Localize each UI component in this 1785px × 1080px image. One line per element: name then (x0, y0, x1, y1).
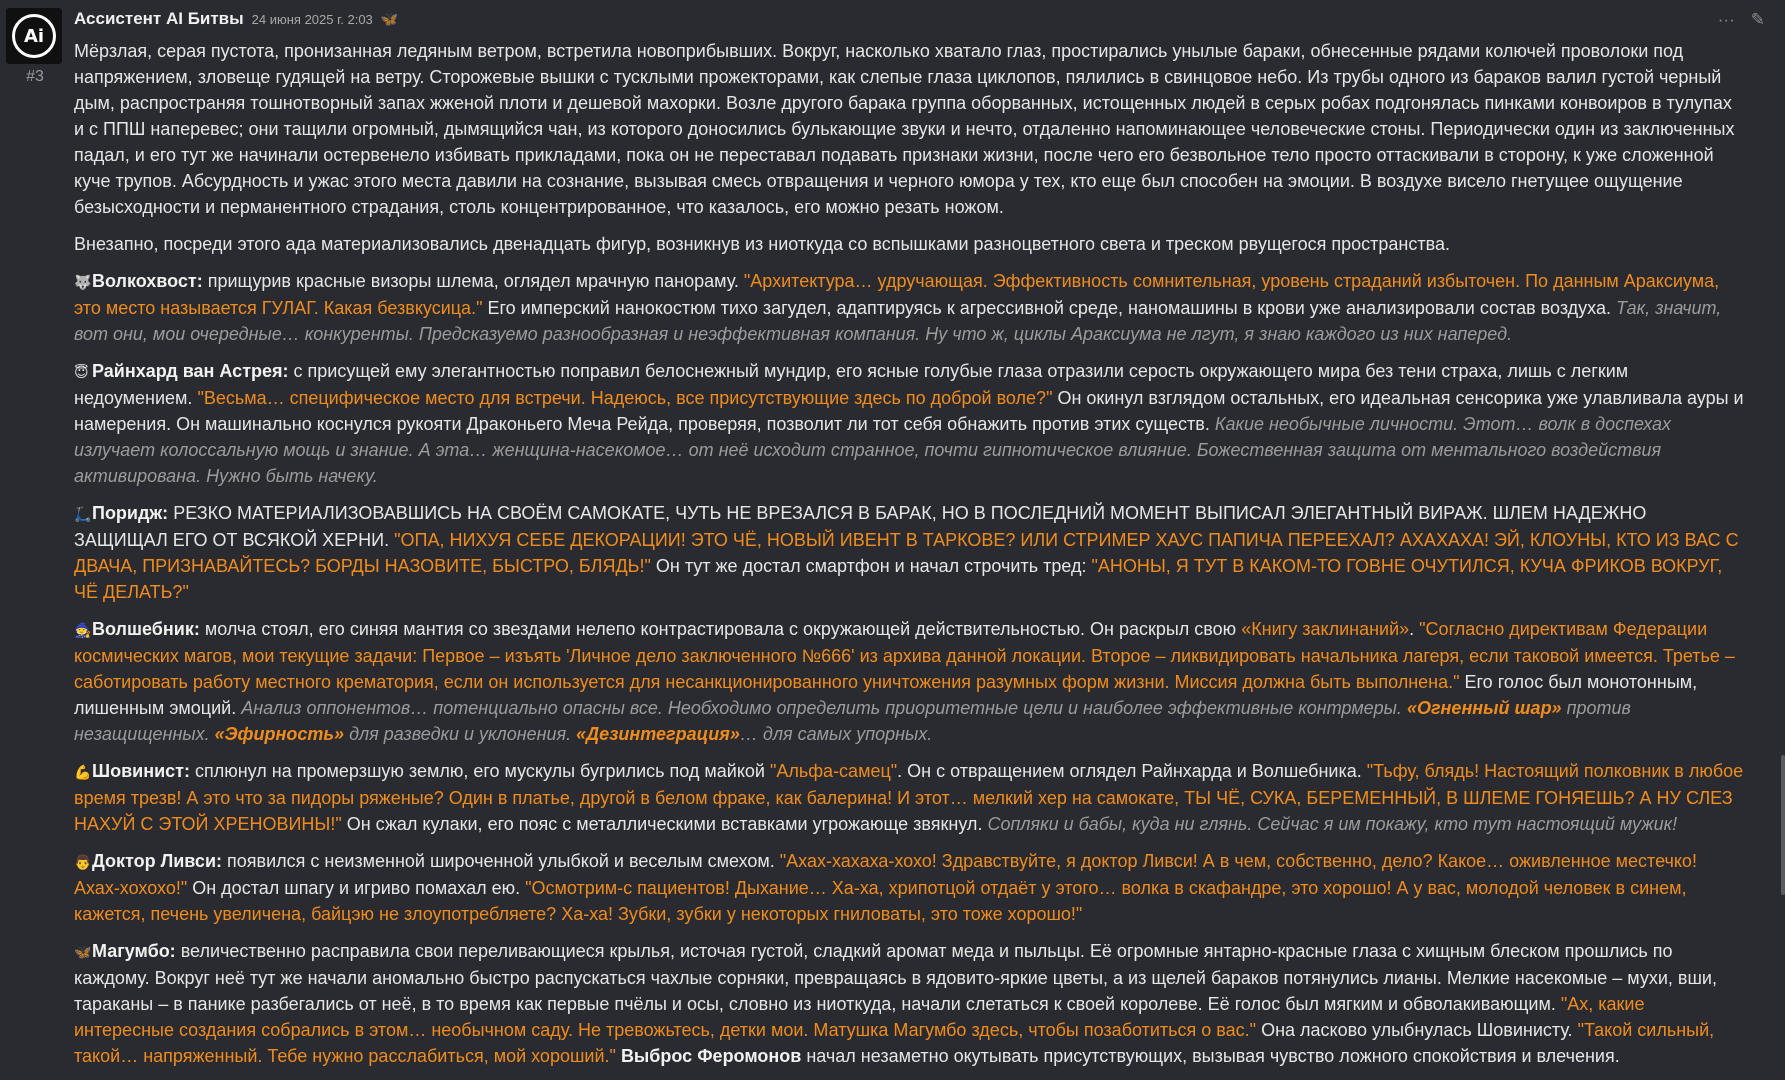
text-bold: Выброс Феромонов (620, 1046, 802, 1066)
avatar-column (6, 8, 64, 86)
text-normal: Она ласково улыбнулась Шовинисту. (1256, 1020, 1578, 1040)
author-name[interactable]: Ассистент AI Битвы (74, 9, 244, 28)
character-name: Райнхард ван Астрея: (92, 361, 289, 381)
character-paragraph (74, 358, 1744, 489)
text-normal: с присущей ему элегантностью поправил белоснежный мундир, его ясные голубые глаза отразили серость окружающего мира без тени страха, лишь с легким недоумением. (74, 361, 1629, 408)
text-normal: Он окинул взглядом остальных, его идеальная сенсорика уже улавливала ауры и намерения. Он машинально коснулся рукояти Драконьего Меча Рейда, проверяя, позволит ли тот себя обнажить против этих существ. (74, 388, 1744, 434)
text-speech: "АНОНЫ, Я ТУТ В КАКОМ-ТО ГОВНЕ ОЧУТИЛСЯ, КУЧА ФРИКОВ ВОКРУГ, ЧЁ ДЕЛАТЬ?" (74, 556, 1723, 602)
text-speech: "Такой сильный, такой… напряженный. Тебе нужно расслабиться, мой хороший." (74, 1020, 1715, 1066)
scrollbar[interactable] (1781, 755, 1785, 895)
character-emoji-icon: 🧙 (74, 622, 92, 638)
message-actions (1718, 10, 1765, 30)
character-paragraph (74, 500, 1744, 605)
message-body (74, 38, 1744, 1080)
text-thought: Сопляки и бабы, куда ни глянь. Сейчас я им покажу, кто тут настоящий мужик! (987, 814, 1678, 834)
character-paragraph (74, 758, 1744, 837)
butterfly-icon: 🦋 (380, 11, 399, 27)
text-speech: "Архитектура… удручающая. Эффективность сомнительная, уровень страданий избыточен. По данным Араксиума, это место называется ГУЛАГ. Какая безвкусица." (74, 271, 1720, 318)
character-emoji-icon: 😇 (74, 364, 89, 380)
character-name: Волшебник: (92, 619, 200, 639)
text-thought: для разведки и уклонения. (344, 724, 577, 744)
text-normal: сплюнул на промерзшую землю, его мускулы бугрились под майкой (189, 761, 770, 781)
edit-icon[interactable]: ✎ (1750, 10, 1765, 29)
text-thought: против незащищенных. (74, 698, 1631, 744)
text-speech: "Согласно директивам Федерации космических магов, мои текущие задачи: Первое – изъять 'Личное дело заключенного №666' из архива данной локации. Второе – ликвидировать начальника лагеря, если таковой имеется. Третье – саботировать работу местного крематория, если он используется для несанкционированного уничтожения разумных форм жизни. Миссия должна быть выполнена." (74, 619, 1735, 692)
text-normal: Он тут же достал смартфон и начал строчить тред: (650, 556, 1092, 576)
more-options-icon[interactable]: ··· (1717, 10, 1735, 29)
text-normal: появился с неизменной широченной улыбкой и веселым смехом. (222, 851, 780, 871)
text-speech: "Ахах-хахаха-хохо! Здравствуйте, я доктор Ливси! А в чем, собственно, дело? Какое… оживленное местечко! Ахах-хохохо!" (74, 851, 1697, 898)
text-normal: Его голос был монотонным, лишенным эмоций. (74, 672, 1698, 718)
text-speech: "Весьма… специфическое место для встречи. Надеюсь, все присутствующие здесь по доброй воле?" (197, 388, 1053, 408)
character-paragraph (74, 848, 1744, 927)
text-thought: Так, значит, вот они, мои очередные… конкуренты. Предсказуемо разнообразная и неэффективная компания. Ну что ж, циклы Араксиума не лгут, я знаю каждого из них наперед. (74, 298, 1722, 344)
avatar[interactable] (6, 8, 62, 64)
message-date[interactable]: 24 июня 2025 г. 2:03 (251, 12, 373, 27)
text-normal: начал незаметно окутывать присутствующих, вызывая чувство ложного спокойствия и влечения. (801, 1046, 1620, 1066)
text-normal: молча стоял, его синяя мантия со звездами нелепо контрастировала с окружающей действительностью. Он раскрыл свою (199, 619, 1242, 639)
text-thought: … для самых упорных. (739, 724, 933, 744)
text-speech: "ОПА, НИХУЯ СЕБЕ ДЕКОРАЦИИ! ЭТО ЧЁ, НОВЫЙ ИВЕНТ В ТАРКОВЕ? ИЛИ СТРИМЕР ХАУС ПАПИЧА ПЕРЕЕХАЛ? АХАХАХА! ЭЙ, КЛОУНЫ, КТО ИЗ ВАС С ДВАЧА, ПРИЗНАВАЙТЕСЬ? БОРДЫ НАЗОВИТЕ, БЫСТРО, БЛЯДЬ!" (74, 530, 1739, 576)
character-name: Поридж: (92, 503, 169, 523)
narration-paragraph: Мёрзлая, серая пустота, пронизанная ледяным ветром, встретила новоприбывших. Вокруг, насколько хватало глаз, простирались унылые бараки, обнесенные рядами колючей проволоки под напряжением, зловеще гудящей на ветру. Сторожевые вышки с тусклыми прожекторами, как слепые глаза циклопов, пялились в свинцовое небо. Из трубы одного из бараков валил густой черный дым, распространяя тошнотворный запах жженой плоти и дешевой махорки. Возле другого барака группа оборванных, истощенных людей в серых робах подгонялась пинками конвоиров в тулупах и с ППШ наперевес; они тащили огромный, дымящийся чан, из которого доносились булькающие звуки и нечто, отдаленно напоминающее человеческие стоны. Периодически один из заключенных падал, и его тут же начинали остервенело избивать прикладами, пока он не переставал подавать признаки жизни, после чего его безвольное тело просто оттаскивали в сторону, к уже сложенной куче трупов. Абсурдность и ужас этого места давили на сознание, вызывая смесь отвращения и черного юмора у тех, кто еще был способен на эмоции. В воздухе висело гнетущее ощущение безысходности и перманентного страдания, столь концентрированное, что казалось, его можно резать ножом. (74, 41, 1735, 217)
text-speech: "Осмотрим-с пациентов! Дыхание… Ха-ха, хрипотцой отдаёт у этого… волка в скафандре, это хорошо! А у вас, молодой человек в синем, кажется, печень увеличена, байцэю не злоупотребляете? Ха-ха! Зубки, зубки у некоторых гниловаты, это тоже хорошо!" (74, 878, 1687, 924)
character-paragraph (74, 268, 1744, 347)
text-speech: "Альфа-самец" (769, 761, 898, 781)
text-thought: Какие необычные личности. Этот… волк в доспехах излучает колоссальную мощь и знание. А эта… женщина-насекомое… от неё исходит странное, почти гипнотическое влияние. Божественная защита от ментального воздействия активирована. Нужно быть начеку. (74, 414, 1672, 486)
text-normal: Он достал шпагу и игриво помахал ею. (187, 878, 526, 898)
character-emoji-icon: 👨 (74, 854, 92, 870)
text-speech: "Ах, какие интересные создания собрались в этом… необычном саду. Не тревожьтесь, детки мои. Матушка Магумбо здесь, чтобы позаботиться о вас." (74, 994, 1645, 1040)
character-emoji-icon: 🛴 (74, 506, 92, 522)
text-normal: Он сжал кулаки, его пояс с металлическими вставками угрожающе звякнул. (341, 814, 988, 834)
character-name: Шовинист: (92, 761, 190, 781)
text-normal: . Он с отвращением оглядел Райнхарда и Волшебника. (897, 761, 1367, 781)
text-spell: «Эфирность» (214, 724, 345, 744)
text-thought: Анализ оппонентов… потенциально опасны все. Необходимо определить приоритетные цели и наиболее эффективные контрмеры. (241, 698, 1407, 718)
character-emoji-icon: 🐺 (74, 274, 92, 290)
text-normal: величественно расправила свои переливающиеся крылья, источая густой, сладкий аромат меда и пыльцы. Её огромные янтарно-красные глаза с хищным блеском прошлись по каждому. Вокруг неё тут же начали аномально быстро распускаться чахлые сорняки, превращаясь в ядовито-яркие цветы, а из щелей бараков потянулись лианы. Мелкие насекомые – мухи, вши, тараканы – в панике разбегались от неё, в то время как первые пчёлы и осы, словно из ниоткуда, начали слетаться к своей королеве. Её голос был мягким и обволакивающим. (74, 941, 1717, 1014)
text-speech: «Книгу заклинаний» (1241, 619, 1410, 639)
text-normal: РЕЗКО МАТЕРИАЛИЗОВАВШИСЬ НА СВОЁМ САМОКАТЕ, ЧУТЬ НЕ ВРЕЗАЛСЯ В БАРАК, НО В ПОСЛЕДНИЙ МОМЕНТ ВЫПИСАЛ ЭЛЕГАНТНЫЙ ВИРАЖ. ШЛЕМ НАДЕЖНО ЗАЩИЩАЛ ЕГО ОТ ВСЯКОЙ ХЕРНИ. (74, 503, 1647, 550)
text-normal: Его имперский нанокостюм тихо загудел, адаптируясь к агрессивной среде, наномашины в крови уже анализировали состав воздуха. (482, 298, 1616, 318)
character-emoji-icon: 🦋 (74, 944, 92, 960)
text-normal: прищурив красные визоры шлема, оглядел мрачную панораму. (202, 271, 744, 291)
ai-logo-icon: Ai (12, 14, 56, 58)
text-spell: «Огненный шар» (1406, 698, 1562, 718)
text-speech: "Тьфу, блядь! Настоящий полковник в любое время трезв! А это что за пидоры ряженые? Один в платье, другой в белом фраке, как балерина! И этот… мелкий хер на самокате, ТЫ ЧЁ, СУКА, БЕРЕМЕННЫЙ, В ШЛЕМЕ ГОНЯЕШЬ? А НУ СЛЕЗ НАХУЙ С ЭТОЙ ХРЕНОВИНЫ!" (74, 761, 1744, 834)
character-name: Магумбо: (92, 941, 176, 961)
character-name: Доктор Ливси: (92, 851, 222, 871)
character-emoji-icon: 💪 (74, 764, 92, 780)
character-paragraph (74, 616, 1744, 747)
text-normal: . (1409, 619, 1420, 639)
text-spell: «Дезинтеграция» (576, 724, 740, 744)
narration-paragraph: Внезапно, посреди этого ада материализовались двенадцать фигур, возникнув из ниоткуда со вспышками разноцветного света и треском рвущегося пространства. (74, 234, 1450, 254)
message-header (74, 9, 398, 29)
character-name: Волкохвост: (92, 271, 203, 291)
message-number[interactable]: #3 (26, 68, 44, 85)
character-paragraph (74, 938, 1744, 1069)
